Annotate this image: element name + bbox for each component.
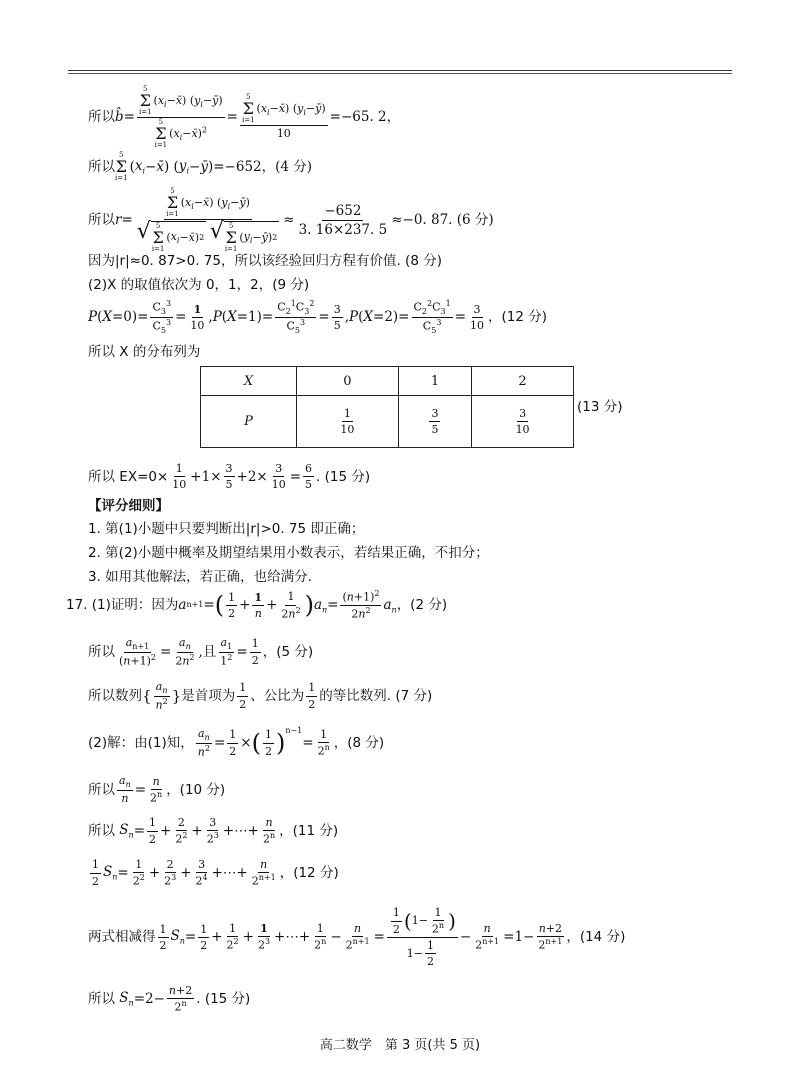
fraction-r: 5 Σ i=1 $(x_i-x̄)$ $(y_i-ȳ)$ √ 5 Σ i=1 ( $x_i$ − x̄ ) 2 √ 5 Σ i=1 ( $y_i$ − ȳ ) 2 bbox=[136, 187, 278, 253]
line-17-ratio: 所以 $\frac{a_{n+1}}{(n+1)^2}$ = $\frac{a_n}{2n^2}$ , 且 $\frac{a_1}{1^2}$ = $\frac{1}{2}$ ，(5 分) bbox=[88, 636, 314, 668]
table-row bbox=[201, 367, 574, 396]
table-cell: X bbox=[201, 367, 297, 396]
line-expectation: 所以 EX=0× $\frac{1}{10}$ +1× $\frac{3}{5}$ +2× $\frac{3}{10}$ = $\frac{6}{5}$ . (15 分) bbox=[88, 462, 371, 492]
header-rule bbox=[68, 70, 732, 71]
rubric-item-2: 2. 第(2)小题中概率及期望结果用小数表示，若结果正确，不扣分； bbox=[88, 545, 489, 561]
rubric-title: 【评分细则】 bbox=[88, 498, 169, 514]
table-cell: $\frac{3}{10}$ bbox=[472, 396, 574, 448]
fraction-b-hat-2: 5 Σ i=1 $(x_i-x̄)$ $(y_i-ȳ)$ 10 bbox=[241, 93, 326, 141]
line-17-half-sn: $\frac{1}{2}$ $S_n$ = $\frac{1}{2^2}$ + $\frac{2}{2^3}$ + $\frac{3}{2^4}$ +⋯+ $\frac{n}{2^{n+1}}$ ，(12 分) bbox=[92, 858, 339, 888]
line-because: 因为|r|≈0. 87>0. 75，所以该经验回归方程有价值. (8 分) bbox=[88, 253, 442, 269]
distribution-table bbox=[200, 366, 574, 448]
table-row bbox=[201, 396, 574, 448]
table-cell: 1 bbox=[398, 367, 471, 396]
table-cell: P bbox=[201, 396, 297, 448]
line-17-sn: 所以 $S_n$ = $\frac{1}{2}$ + $\frac{2}{2^2}$ + $\frac{3}{2^3}$ +⋯+ $\frac{n}{2^n}$ ，(11 分) bbox=[88, 816, 339, 846]
line-dist-intro: 所以 X 的分布列为 bbox=[88, 344, 201, 360]
rubric-item-3: 3. 如用其他解法，若正确，也给满分. bbox=[88, 569, 312, 585]
line-17-2: (2)解：由(1)知， $\frac{a_n}{n^2}$ = $\frac{1}{2}$ × ( $\frac{1}{2}$ ) $^{n-1}$ = $\frac{1}{2^n}$ ，(8 分) bbox=[88, 726, 385, 759]
fraction-geometric-sum: $\frac{1}{2}$ ( 1− $\frac{1}{2^n}$ ) 1− $\frac{1}{2}$ bbox=[387, 906, 458, 968]
table-cell: $\frac{3}{5}$ bbox=[398, 396, 471, 448]
line-b-hat: 所以 b̂ = 5 Σ i=1 $(x_i-x̄)$ $(y_i-ȳ)$ 5 Σ i=1 $(x_i-x̄)^2$ = 5 Σ i=1 $(x_i-x̄)$ $(y_i-ȳ)$ 10 =−65. 2， bbox=[88, 85, 401, 149]
rubric-item-1: 1. 第(1)小题中只要判断出|r|>0. 75 即正确； bbox=[88, 521, 365, 537]
line-17-geometric: 所以数列 { $\frac{a_n}{n^2}$ } 是首项为 $\frac{1}{2}$ 、公比为 $\frac{1}{2}$ 的等比数列. (7 分) bbox=[88, 680, 433, 712]
table-cell: 0 bbox=[297, 367, 399, 396]
table-cell: 2 bbox=[472, 367, 574, 396]
line-sum-xy: 所以 5 Σ i=1 ( $x_i$ − x̄ ) ( $y_i$ − ȳ ) =−652，(4 分) bbox=[88, 151, 313, 182]
line-17-an-over-n: 所以 $\frac{a_n}{n}$ = $\frac{n}{2^n}$ ，(10 分) bbox=[88, 774, 226, 806]
line-q2-values: (2)X 的取值依次为 0，1，2，(9 分) bbox=[88, 277, 310, 293]
line-probabilities: P ( X =0)= $\frac{C_3^3}{C_5^3}$ = $\frac{1}{10}$ , P ( X =1)= $\frac{C_2^1C_3^2}{C_5^3}$ = $\frac{3}{5}$ , P ( X =2)= $\frac{C_2^2C_3^1}{C_5^3}$ = $\frac{3}{10}$ ，(12 分) bbox=[88, 299, 548, 335]
line-17-subtract: 两式相减得 $\frac{1}{2}$ $S_n$ = $\frac{1}{2}$ + $\frac{1}{2^2}$ + $\frac{1}{2^3}$ +⋯+ $\frac{1}{2^n}$ − $\frac{n}{2^{n+1}}$ = $\frac{1}{2}$ ( 1− $\frac{1}{2^n}$ ) 1− $\frac{1}{2}$ − $\frac{n}{2^{n+1}}$ =1− $\frac{n+2}{2^{n+1}}$ ，(14 分) bbox=[88, 906, 626, 969]
header-rule-thin bbox=[68, 73, 732, 74]
fraction-r-value: $\frac{-652}{3. 16\times 237. 5}$ bbox=[298, 202, 388, 238]
line-17-1: 17. (1)证明：因为 a n+1 = ( $\frac{1}{2}$ + $\frac{1}{n}$ + $\frac{1}{2n^2}$ ) $a_n$ = $\frac{(n+1)^2}{2n^2}$ $a_n$ ，(2 分) bbox=[66, 589, 448, 621]
fraction-b-hat-1: 5 Σ i=1 $(x_i-x̄)$ $(y_i-ȳ)$ 5 Σ i=1 $(x_i-x̄)^2$ bbox=[138, 85, 223, 149]
line-r: 所以 r = 5 Σ i=1 $(x_i-x̄)$ $(y_i-ȳ)$ √ 5 Σ i=1 ( $x_i$ − x̄ ) 2 √ 5 Σ i=1 ( $y_i$ − ȳ ) 2 ≈ $\frac{-652}{3. 16\times 237. 5}$ ≈−0. 87. (6 分) bbox=[88, 187, 494, 253]
table-cell: $\frac{1}{10}$ bbox=[297, 396, 399, 448]
line-17-final: 所以 $S_n$ =2− $\frac{n+2}{2^n}$ . (15 分) bbox=[88, 984, 251, 1014]
page-footer: 高二数学 第 3 页(共 5 页) bbox=[319, 1038, 481, 1053]
table-score: (13 分) bbox=[577, 399, 623, 415]
